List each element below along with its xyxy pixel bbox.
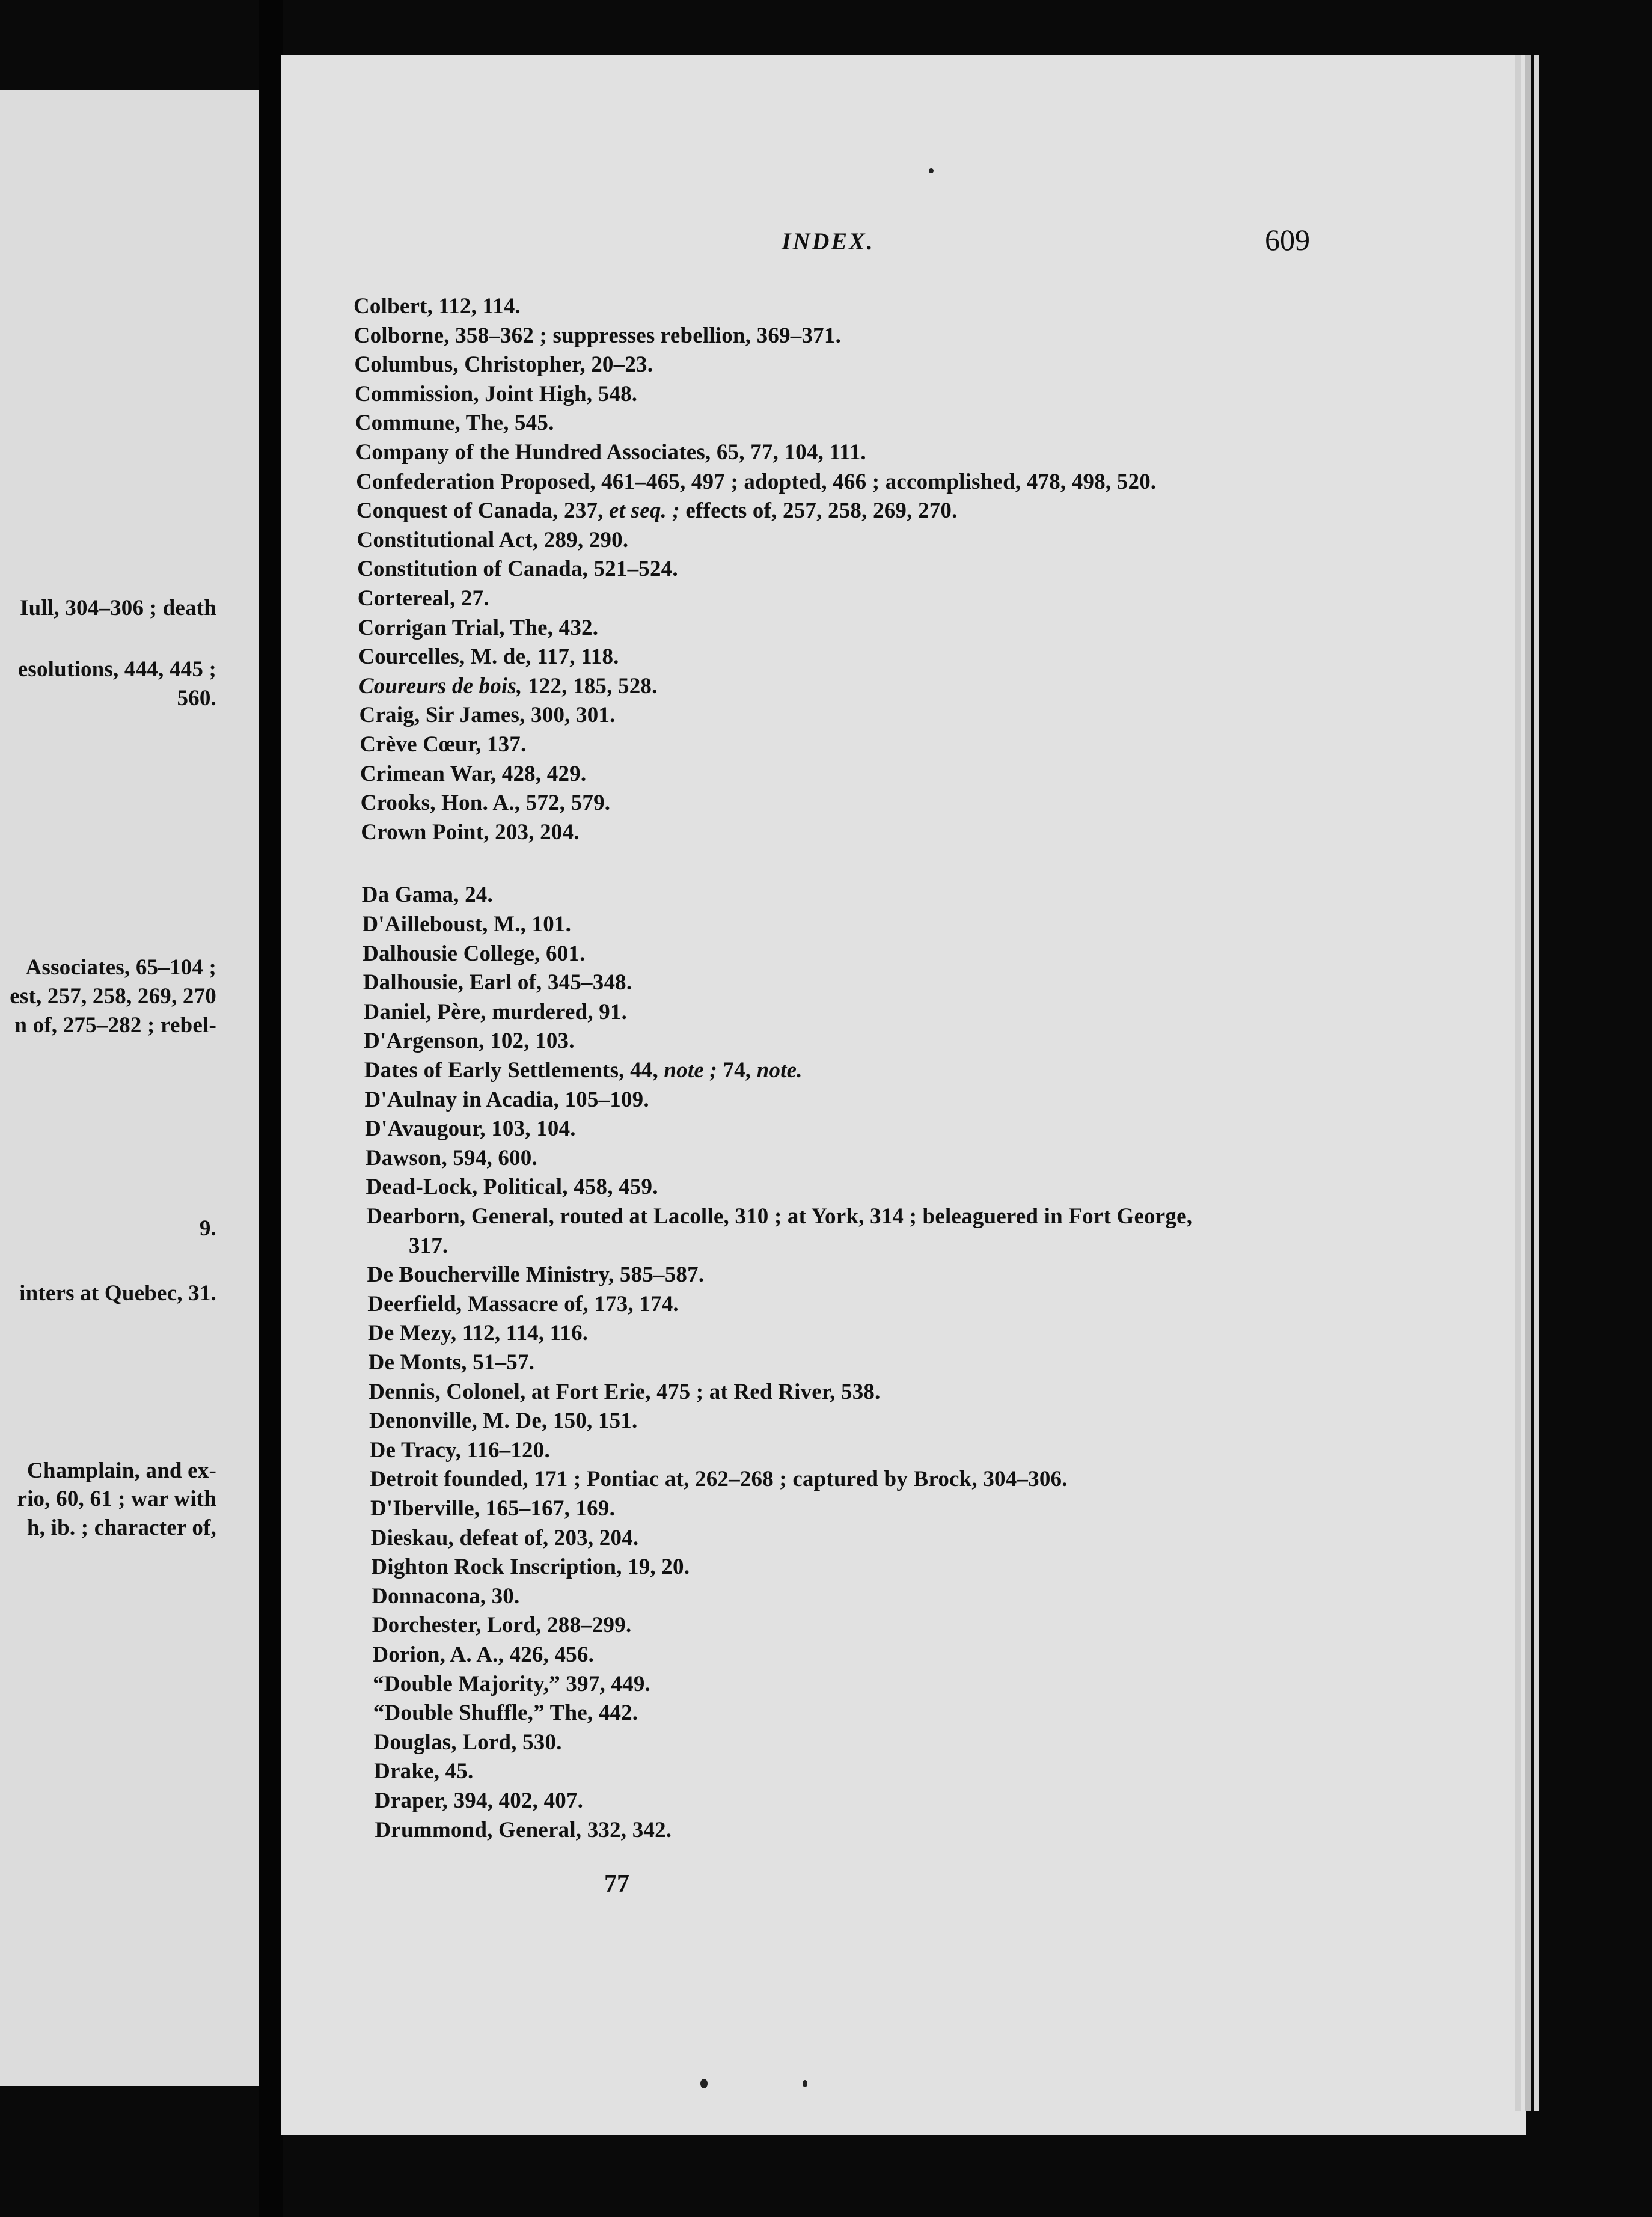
entry-text: Crooks, Hon. A., 572, 579. xyxy=(360,790,611,816)
entry-text: D'Iberville, 165–167, 169. xyxy=(370,1496,616,1521)
left-page xyxy=(0,90,259,2086)
entry-text: Conquest of Canada, 237, xyxy=(356,498,610,524)
index-entry xyxy=(356,498,958,524)
entry-text: Constitutional Act, 289, 290. xyxy=(356,527,629,552)
entry-italic: Coureurs de bois, xyxy=(358,673,522,699)
index-entry xyxy=(364,1087,649,1113)
entry-text: Confederation Proposed, 461–465, 497 ; adopted, 466 ; accomplished, 478, 498, 520. xyxy=(356,469,1157,494)
index-entry xyxy=(361,790,611,816)
index-entry xyxy=(353,293,521,319)
index-entry xyxy=(375,1817,672,1843)
entry-text: Dalhousie, Earl of, 345–348. xyxy=(363,970,632,995)
index-entry xyxy=(368,1320,588,1346)
index-entry xyxy=(364,1028,575,1054)
signature-mark: 77 xyxy=(604,1870,629,1898)
left-page-line: n of, 275–282 ; rebel- xyxy=(14,1013,216,1038)
index-entry xyxy=(362,911,571,937)
entry-text: De Monts, 51–57. xyxy=(368,1350,535,1375)
entry-text: Courcelles, M. de, 117, 118. xyxy=(358,644,619,670)
entry-text: “Double Shuffle,” The, 442. xyxy=(373,1701,638,1726)
entry-text: Daniel, Père, murdered, 91. xyxy=(363,999,628,1024)
entry-text: Dates of Early Settlements, 44, xyxy=(364,1058,664,1083)
entry-text: 122, 185, 528. xyxy=(522,673,658,699)
index-entry xyxy=(355,410,554,436)
index-entry xyxy=(366,1174,658,1200)
left-page-line: Iull, 304–306 ; death xyxy=(20,596,216,620)
entry-text: Crimean War, 428, 429. xyxy=(359,761,587,786)
index-entry xyxy=(369,1350,535,1375)
index-entry xyxy=(359,732,526,757)
index-entry xyxy=(356,469,1156,495)
entry-text: Commission, Joint High, 548. xyxy=(355,381,638,406)
index-entry xyxy=(362,882,493,908)
entry-text: De Mezy, 112, 114, 116. xyxy=(367,1321,589,1346)
index-entry xyxy=(409,1233,448,1259)
page-edge xyxy=(1534,55,1539,2111)
index-entry xyxy=(363,970,632,995)
entry-text: Colborne, 358–362 ; suppresses rebellion, 369–371. xyxy=(353,323,842,348)
left-page-line: esolutions, 444, 445 ; xyxy=(17,657,216,682)
entry-italic: et seq. ; xyxy=(609,498,680,524)
entry-text: Constitution of Canada, 521–524. xyxy=(357,557,678,582)
entry-text: Dead-Lock, Political, 458, 459. xyxy=(366,1175,658,1200)
page-number: 609 xyxy=(1265,223,1310,257)
index-entry xyxy=(364,1057,803,1083)
left-page-line: 9. xyxy=(199,1216,216,1241)
index-entry xyxy=(375,1788,583,1814)
book-gutter xyxy=(259,0,283,2217)
entry-text: Corrigan Trial, The, 432. xyxy=(358,615,599,640)
entry-text: Columbus, Christopher, 20–23. xyxy=(354,352,653,378)
entry-text: D'Aulnay in Acadia, 105–109. xyxy=(364,1087,649,1112)
index-entry xyxy=(373,1671,650,1697)
entry-italic: note ; xyxy=(664,1058,717,1083)
index-entry xyxy=(371,1554,690,1580)
entry-text: Cortereal, 27. xyxy=(357,586,489,611)
index-entry xyxy=(369,1379,880,1405)
index-entry xyxy=(359,673,658,699)
entry-text: Douglas, Lord, 530. xyxy=(373,1729,562,1755)
index-entry xyxy=(374,1758,473,1784)
entry-text: Draper, 394, 402, 407. xyxy=(374,1788,584,1813)
left-page-line: Associates, 65–104 ; xyxy=(25,955,216,980)
index-entry xyxy=(357,556,678,582)
entry-text: Da Gama, 24. xyxy=(361,882,493,908)
index-entry xyxy=(359,702,616,728)
entry-text: Dieskau, defeat of, 203, 204. xyxy=(370,1525,639,1550)
entry-text: De Tracy, 116–120. xyxy=(369,1437,550,1463)
page-edge xyxy=(1515,55,1521,2111)
entry-text: Dawson, 594, 600. xyxy=(365,1145,537,1170)
entry-text: “Double Majority,” 397, 449. xyxy=(373,1671,650,1696)
index-entry xyxy=(355,439,866,465)
entry-text: Crown Point, 203, 204. xyxy=(361,819,580,845)
entry-text: 317. xyxy=(408,1233,448,1258)
entry-text: Deerfield, Massacre of, 173, 174. xyxy=(367,1291,679,1316)
entry-text: Dalhousie College, 601. xyxy=(363,941,586,966)
index-entry xyxy=(363,999,627,1025)
index-entry xyxy=(361,819,579,845)
entry-text: Detroit founded, 171 ; Pontiac at, 262–268 ; captured by Brock, 304–306. xyxy=(370,1467,1068,1492)
entry-text: Dorion, A. A., 426, 456. xyxy=(372,1642,595,1667)
left-page-line: 560. xyxy=(177,686,216,711)
speck xyxy=(803,2080,807,2087)
index-entry xyxy=(369,1408,637,1434)
index-entry xyxy=(358,586,489,611)
index-entry xyxy=(358,644,619,670)
index-entry xyxy=(367,1262,705,1288)
entry-text: Denonville, M. De, 150, 151. xyxy=(369,1408,638,1434)
index-entry xyxy=(372,1612,632,1638)
index-entry xyxy=(370,1466,1067,1492)
entry-text: D'Ailleboust, M., 101. xyxy=(362,912,572,937)
speck xyxy=(929,168,934,173)
entry-text: Dorchester, Lord, 288–299. xyxy=(372,1613,632,1638)
index-entry xyxy=(370,1437,550,1463)
entry-text: Crève Cœur, 137. xyxy=(359,732,527,757)
left-page-line: h, ib. ; character of, xyxy=(26,1515,216,1540)
entry-text: Commune, The, 545. xyxy=(355,411,554,436)
index-entry xyxy=(373,1700,638,1726)
left-page-line: Champlain, and ex- xyxy=(26,1458,216,1483)
index-entry xyxy=(372,1583,519,1609)
index-entry xyxy=(360,761,586,787)
index-entry xyxy=(370,1496,615,1521)
entry-text: Dighton Rock Inscription, 19, 20. xyxy=(371,1555,690,1580)
index-entry xyxy=(367,1291,679,1317)
entry-text: D'Argenson, 102, 103. xyxy=(364,1029,575,1054)
index-entry xyxy=(354,352,653,378)
entry-text: Dennis, Colonel, at Fort Erie, 475 ; at Red River, 538. xyxy=(369,1379,881,1404)
index-entry xyxy=(363,941,585,967)
entry-text: Drummond, General, 332, 342. xyxy=(375,1817,672,1842)
entry-text: Colbert, 112, 114. xyxy=(353,294,521,319)
running-head: INDEX. xyxy=(782,228,875,255)
entry-text: D'Avaugour, 103, 104. xyxy=(365,1116,576,1142)
entry-text: Craig, Sir James, 300, 301. xyxy=(359,703,616,728)
entry-text: Drake, 45. xyxy=(374,1759,474,1784)
entry-text: Company of the Hundred Associates, 65, 77, 104, 111. xyxy=(355,440,866,465)
index-entry xyxy=(365,1116,576,1142)
entry-text: effects of, 257, 258, 269, 270. xyxy=(679,498,958,524)
left-page-line: est, 257, 258, 269, 270 xyxy=(10,984,216,1009)
index-entry xyxy=(358,615,598,641)
index-entry xyxy=(356,527,628,553)
page-edge xyxy=(1525,55,1531,2111)
index-entry xyxy=(372,1642,594,1668)
speck xyxy=(700,2079,708,2088)
entry-text: Donnacona, 30. xyxy=(372,1583,520,1609)
entry-italic: note. xyxy=(756,1058,803,1083)
index-entry xyxy=(355,381,637,407)
index-entry xyxy=(371,1525,639,1551)
index-entry xyxy=(354,323,841,349)
entry-text: De Boucherville Ministry, 585–587. xyxy=(367,1262,705,1288)
index-entry xyxy=(366,1145,537,1171)
left-page-line: inters at Quebec, 31. xyxy=(19,1281,216,1306)
left-page-line: rio, 60, 61 ; war with xyxy=(17,1487,216,1511)
index-entry xyxy=(373,1729,561,1755)
entry-text: 74, xyxy=(717,1058,757,1083)
entry-text: Dearborn, General, routed at Lacolle, 310 ; at York, 314 ; beleaguered in Fort George, xyxy=(366,1204,1193,1229)
index-entry xyxy=(366,1203,1192,1229)
